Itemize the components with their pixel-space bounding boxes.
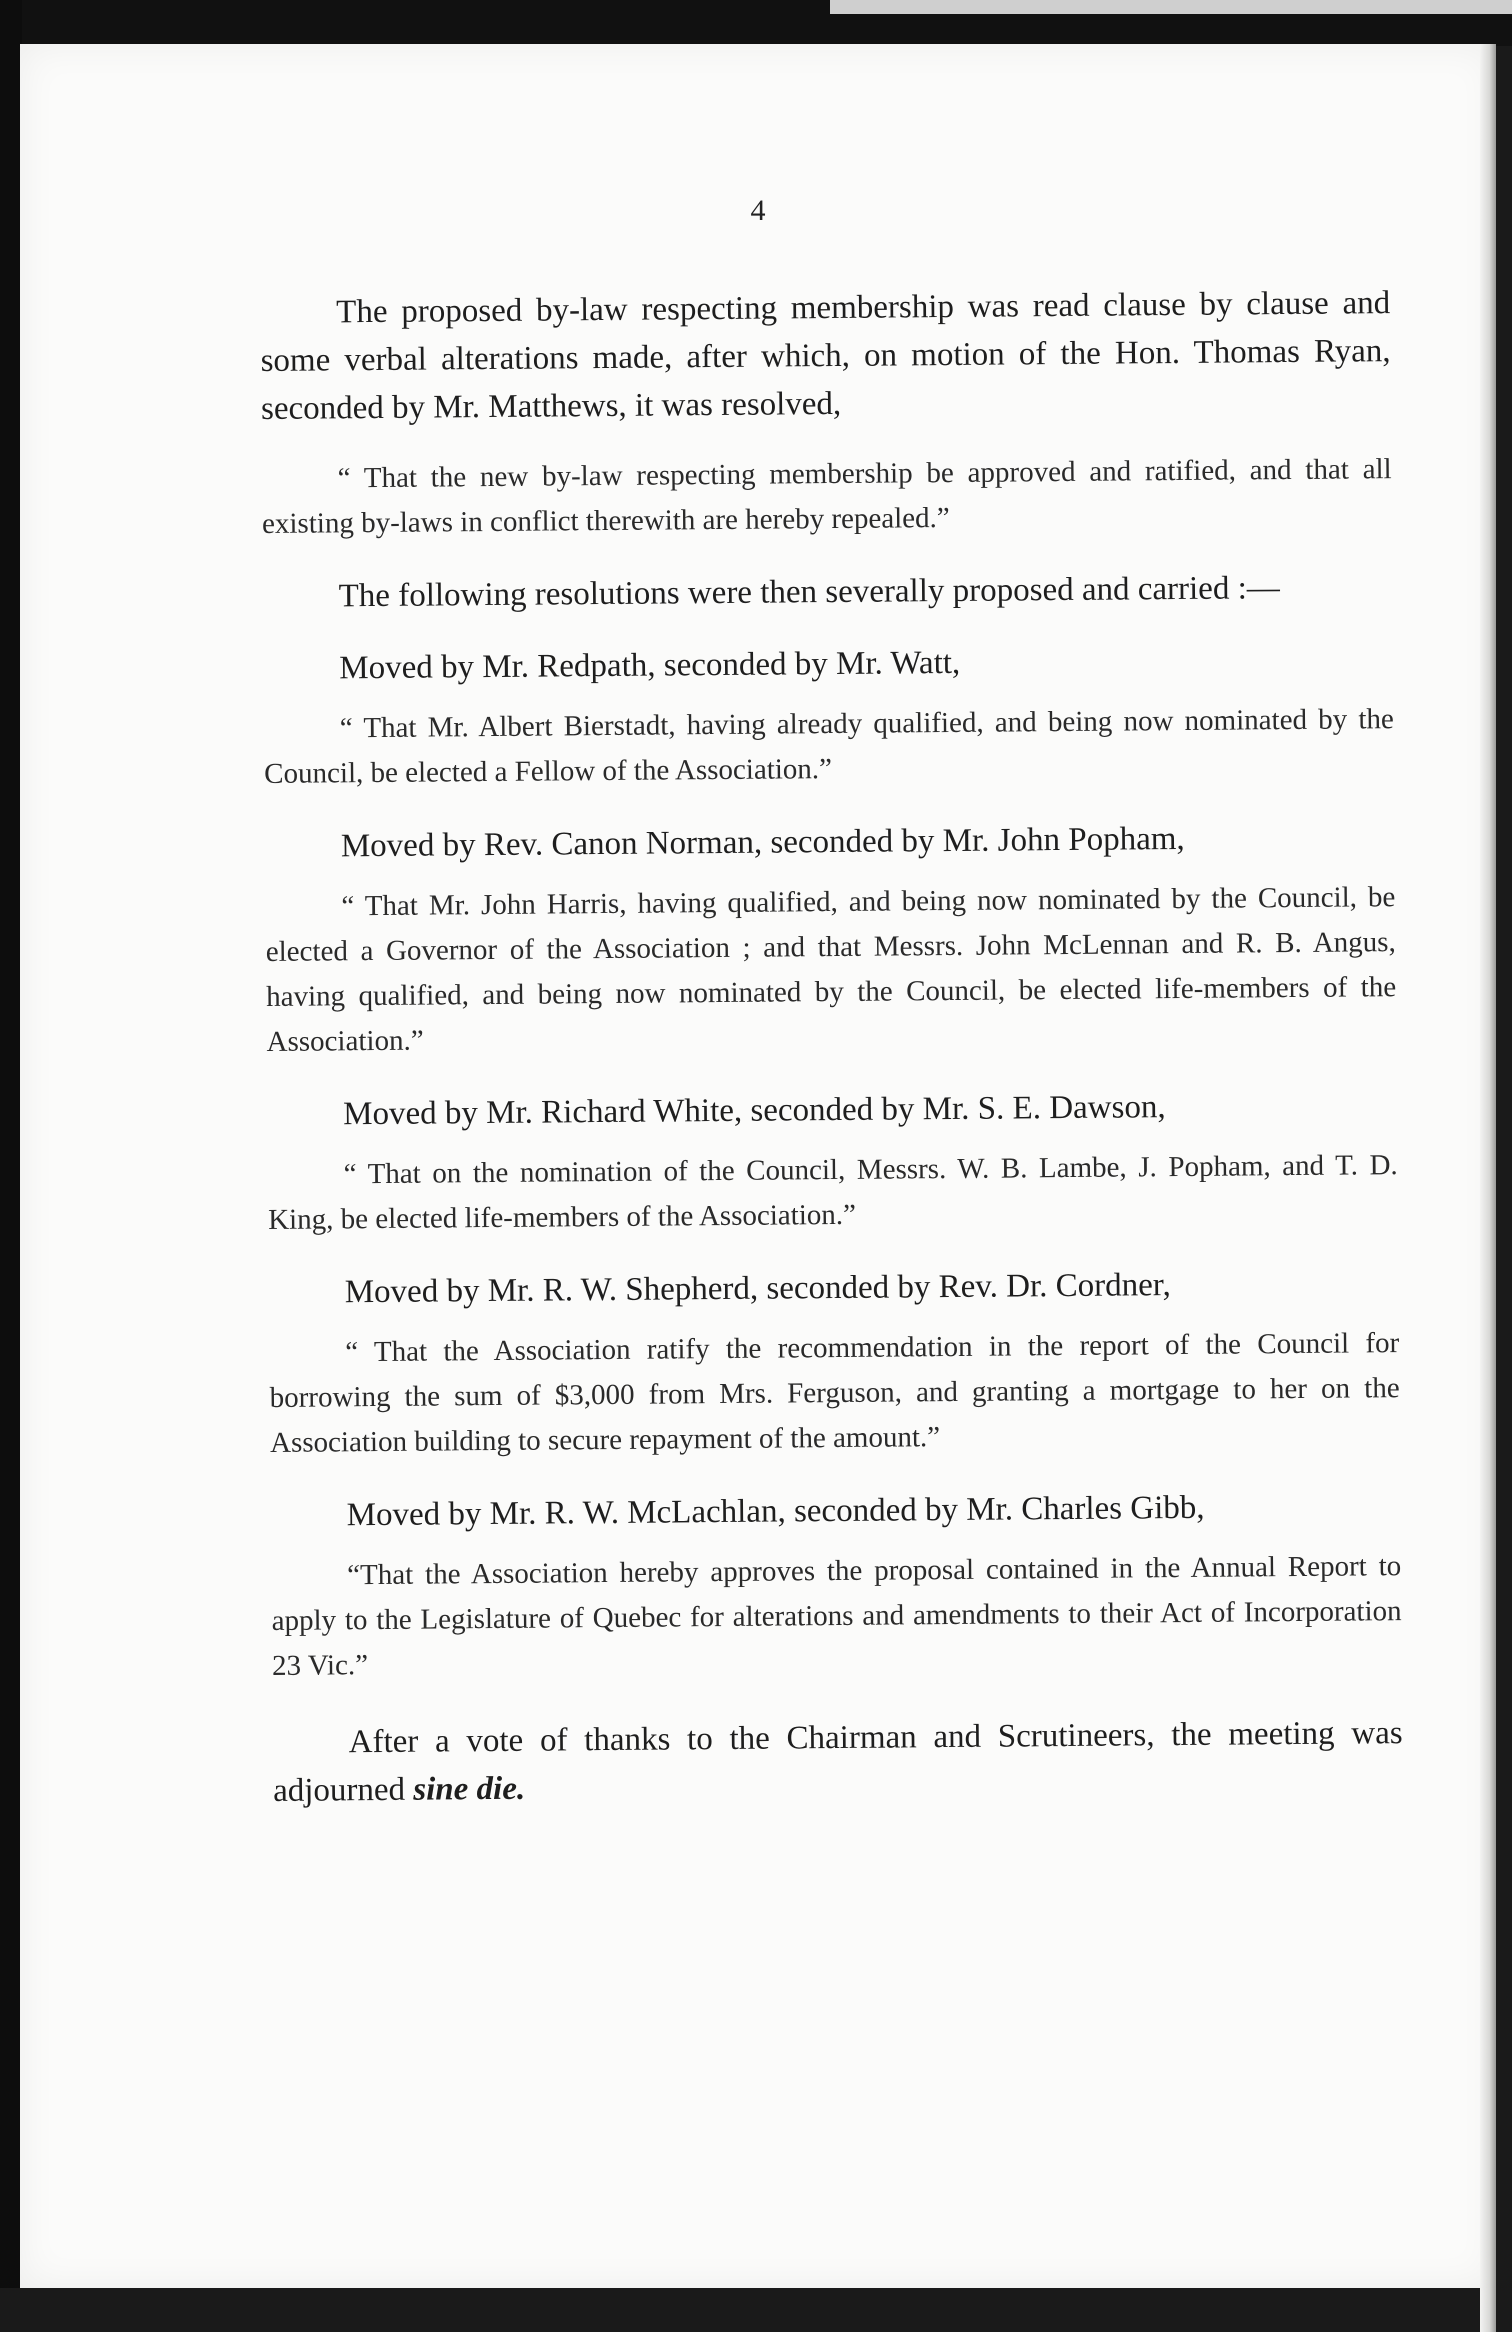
motion-resolution-2: “ That Mr. John Harris, having qualified, and being now nominated by the Council, be elected a Governor of the Association ; and that Messrs. John McLennan and R. B. Angus, having qualified, and being now nominated by the Council, be elected life-members of the Association.”	[265, 881, 1397, 1058]
closing-paragraph	[272, 1709, 1403, 1815]
intro-paragraph: The proposed by-law respecting membership was read clause by clause and some verbal alterations made, after which, on motion of the Hon. Thomas Ryan, seconded by Mr. Matthews, it was resolved,	[260, 285, 1391, 427]
page-number: 4	[750, 194, 766, 227]
page-body	[260, 279, 1403, 1815]
page-edge	[1480, 44, 1496, 2332]
motion-mover-5: Moved by Mr. R. W. McLachlan, seconded by Mr. Charles Gibb,	[346, 1489, 1205, 1534]
motion-resolution-5: “That the Association hereby approves the proposal contained in the Annual Report to apply to the Legislature of Quebec for alterations and amendments to their Act of Incorporation 23 Vic.”	[271, 1550, 1402, 1682]
motion-mover-2: Moved by Rev. Canon Norman, seconded by Mr. John Popham,	[340, 820, 1185, 865]
closing-italic: sine die.	[413, 1770, 526, 1808]
motion-resolution-1: “ That Mr. Albert Bierstadt, having already qualified, and being now nominated by the Council, be elected a Fellow of the Association.”	[264, 703, 1394, 790]
intro-resolution: “ That the new by-law respecting membership be approved and ratified, and that all existing by-laws in conflict therewith are hereby repealed.”	[261, 453, 1392, 540]
motion-resolution-4: “ That the Association ratify the recommendation in the report of the Council for borrowing the sum of $3,000 from Mrs. Ferguson, and granting a mortgage to her on the Association building to secure repayment of the amount.”	[269, 1327, 1400, 1459]
transition-paragraph: The following resolutions were then severally proposed and carried :—	[338, 570, 1280, 615]
scan-border-left	[0, 0, 22, 2288]
scan-border-highlight	[830, 0, 1512, 14]
motion-mover-3: Moved by Mr. Richard White, seconded by Mr. S. E. Dawson,	[343, 1089, 1166, 1133]
motion-resolution-3: “ That on the nomination of the Council, Messrs. W. B. Lambe, J. Popham, and T. D. King, be elected life-members of the Association.”	[267, 1149, 1398, 1236]
motion-mover-1: Moved by Mr. Redpath, seconded by Mr. Watt,	[339, 644, 961, 687]
closing-text: After a vote of thanks to the Chairman and Scrutineers, the meeting was adjourned	[272, 1715, 1403, 1809]
document-page	[20, 44, 1496, 2288]
motion-mover-4: Moved by Mr. R. W. Shepherd, seconded by Rev. Dr. Cordner,	[344, 1267, 1171, 1311]
